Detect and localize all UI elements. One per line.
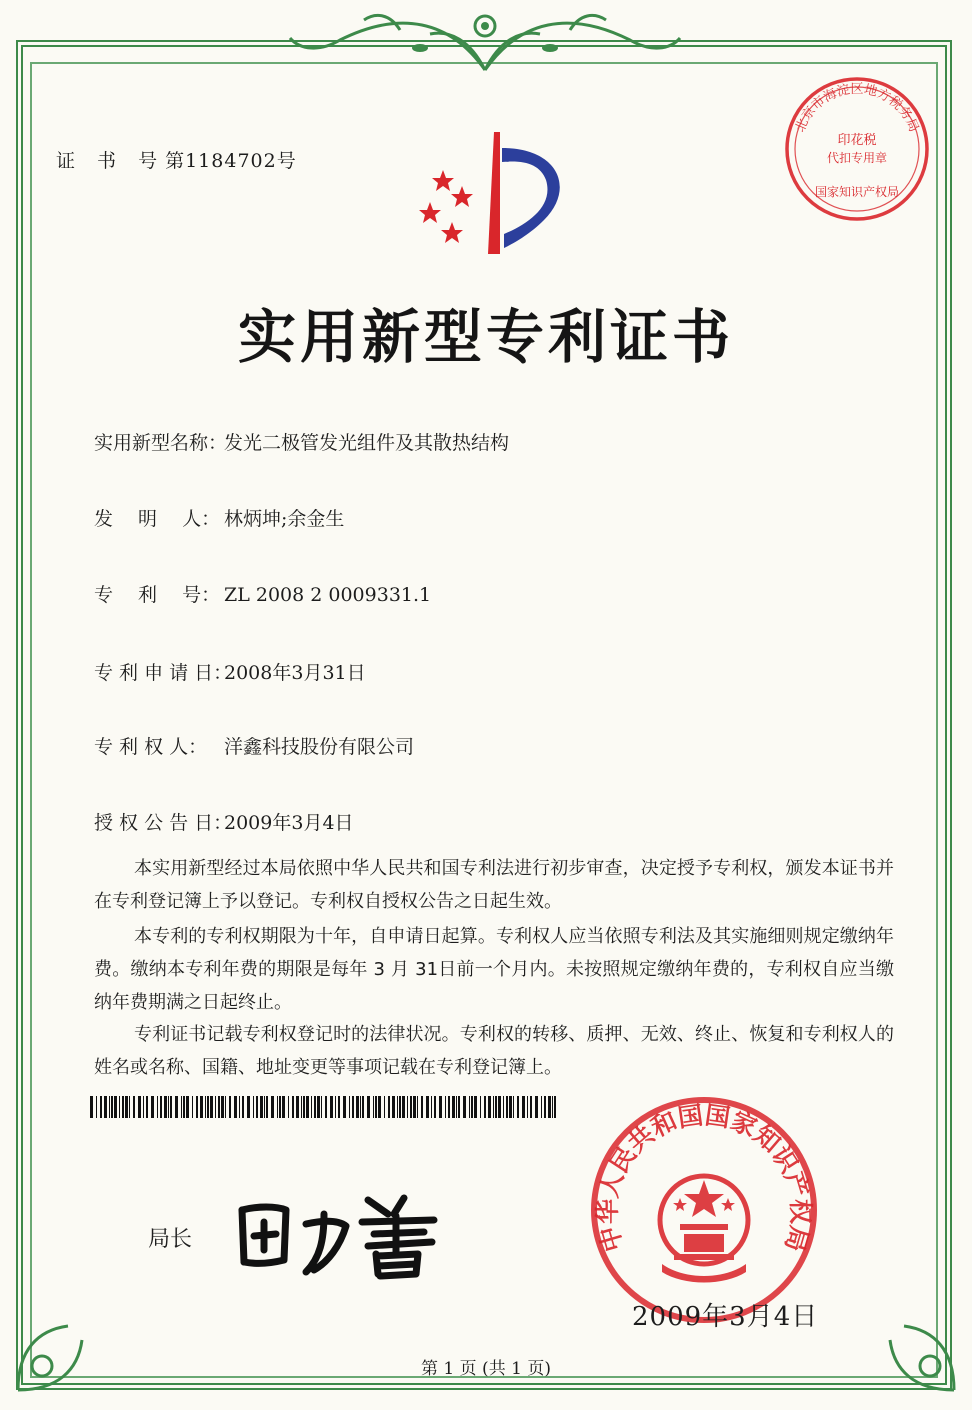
field-application-date xyxy=(94,658,366,685)
body-paragraph: 本实用新型经过本局依照中华人民共和国专利法进行初步审查，决定授予专利权，颁发本证书并在专利登记簿上予以登记。专利权自授权公告之日起生效。 xyxy=(94,858,894,912)
svg-text:北京市海淀区地方税务局 xyxy=(793,81,921,134)
field-label: 发 明 人： xyxy=(94,508,221,530)
field-value: 林炳坤;余金生 xyxy=(224,508,345,530)
field-value: 2008年3月31日 xyxy=(224,662,366,684)
issue-date: 2009年3月4日 xyxy=(632,1302,819,1332)
field-value: ZL 2008 2 0009331.1 xyxy=(224,584,432,606)
tax-seal-inner-line2: 代扣专用章 xyxy=(826,151,888,165)
field-label: 专 利 申 请 日： xyxy=(94,662,233,684)
certificate-number-value: 第1184702号 xyxy=(165,150,297,172)
corner-ornament-icon xyxy=(854,1290,964,1400)
field-patent-number xyxy=(94,580,431,607)
field-label: 实用新型名称： xyxy=(94,432,228,454)
body-paragraph: 专利证书记载专利权登记时的法律状况。专利权的转移、质押、无效、终止、恢复和专利权人的姓名或名称、国籍、地址变更等事项记载在专利登记簿上。 xyxy=(94,1024,894,1078)
tax-seal-inner-line1: 印花税 xyxy=(837,133,877,148)
field-grant-date xyxy=(94,808,354,835)
certificate-title: 实用新型专利证书 xyxy=(237,303,734,371)
page-number: 第 1 页 (共 1 页) xyxy=(421,1359,551,1379)
director-signature-icon xyxy=(228,1180,448,1280)
barcode-icon xyxy=(90,1096,560,1118)
field-patentee xyxy=(94,732,414,759)
field-inventor xyxy=(94,504,344,531)
certificate-number xyxy=(56,146,297,173)
field-value: 发光二极管发光组件及其散热结构 xyxy=(224,432,510,454)
top-ornament-icon xyxy=(280,0,690,82)
tax-seal-outer-text: 北京市海淀区地方税务局 xyxy=(792,82,922,135)
field-utility-model-name xyxy=(94,428,509,455)
field-label: 专 利 权 人： xyxy=(94,736,208,758)
field-value: 洋鑫科技股份有限公司 xyxy=(224,736,415,758)
body-paragraph: 本专利的专利权期限为十年，自申请日起算。专利权人应当依照专利法及其实施细则规定缴纳年费。缴纳本专利年费的期限是每年 3 月 31日前一个月内。未按照规定缴纳年费的，专利权自应当缴纳年费期满之日起终止。 xyxy=(94,926,894,1013)
field-value: 2009年3月4日 xyxy=(224,812,354,834)
field-label: 专 利 号： xyxy=(94,584,221,606)
sipo-official-seal-stamp xyxy=(588,1094,820,1326)
field-label: 授 权 公 告 日： xyxy=(94,812,233,834)
certificate-number-label: 证 书 号 xyxy=(56,150,166,172)
tax-seal-bottom-text: 国家知识产权局 xyxy=(814,185,900,199)
corner-ornament-icon xyxy=(8,1290,118,1400)
sipo-logo-icon xyxy=(408,128,578,258)
director-label: 局长 xyxy=(148,1227,193,1252)
seal-text: 中华人民共和国国家知识产权局 xyxy=(592,1100,816,1255)
tax-seal-stamp xyxy=(782,74,932,224)
